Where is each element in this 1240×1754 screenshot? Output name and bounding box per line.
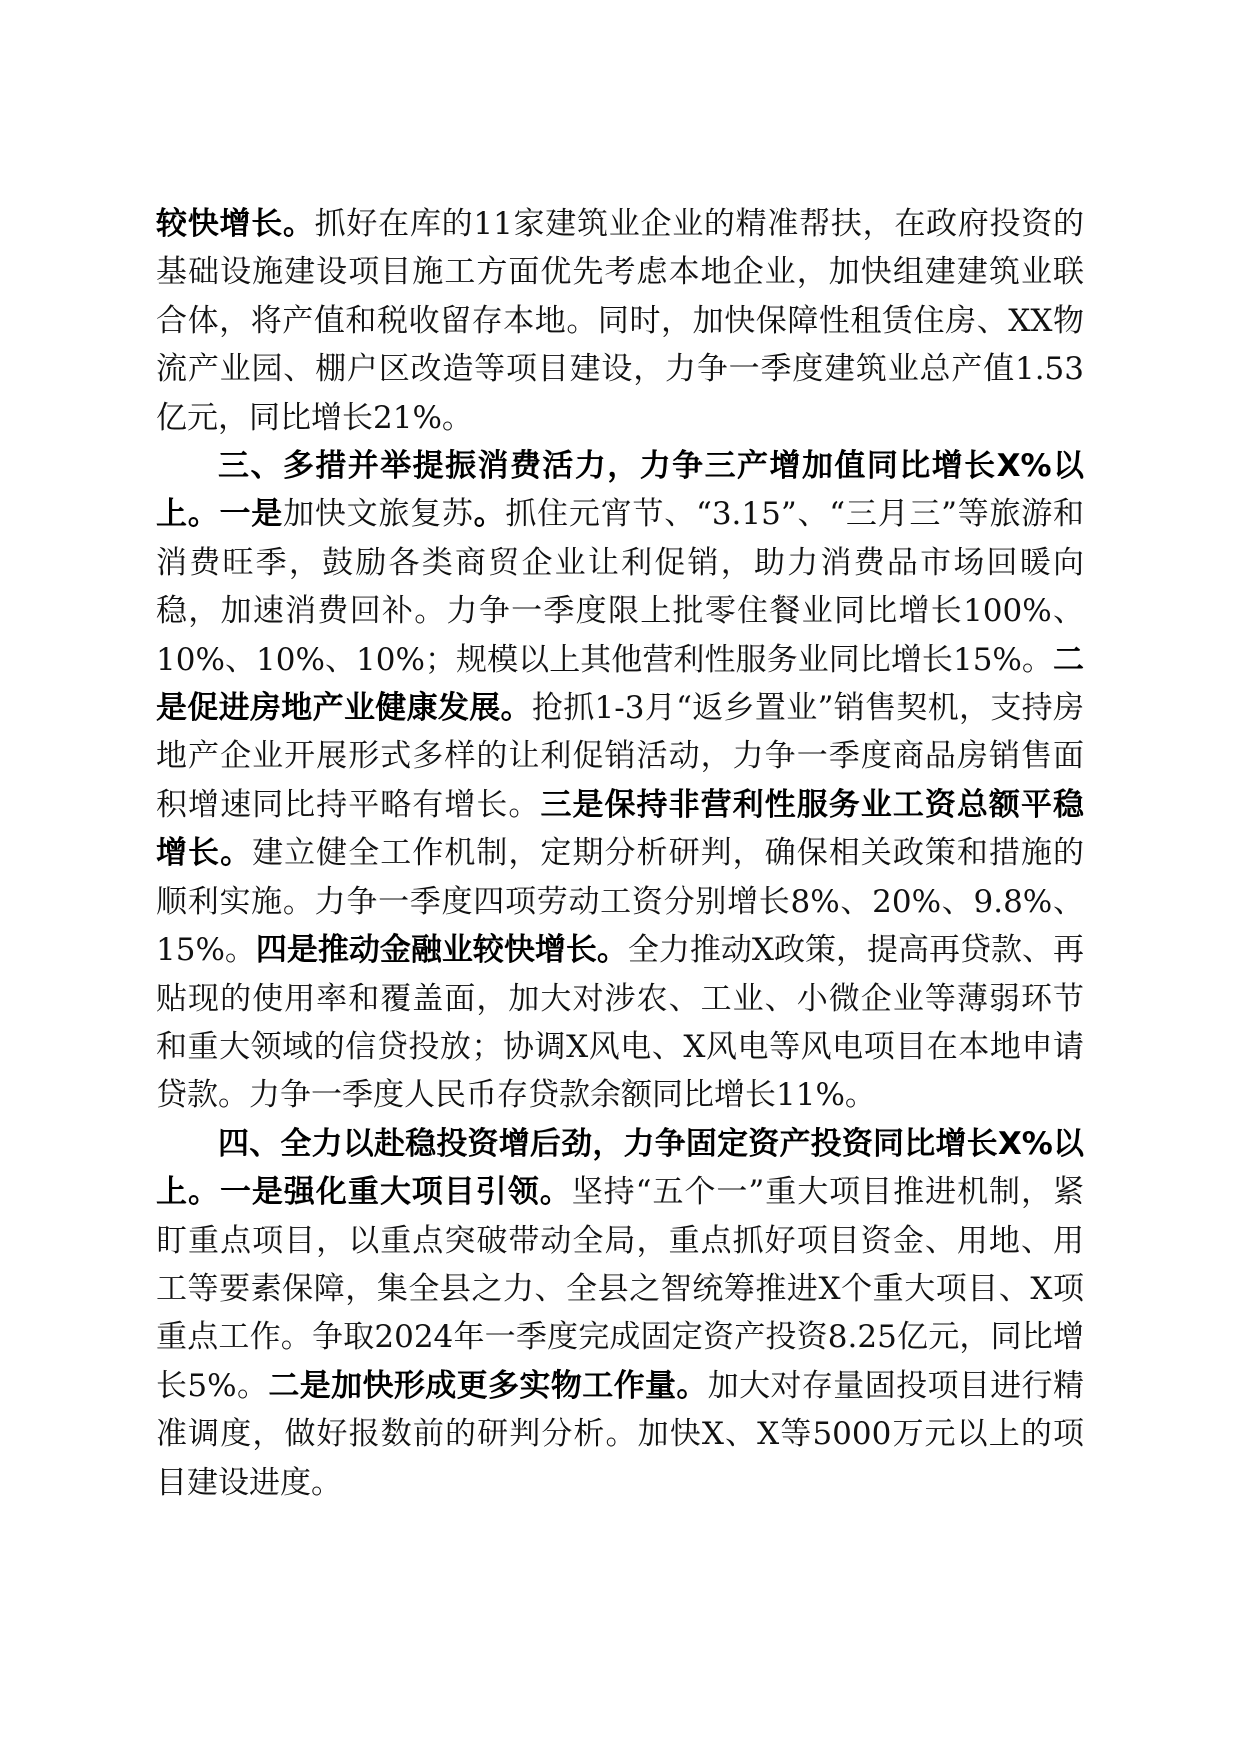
document-body: [156, 200, 1084, 1507]
paragraph-construction-growth: [156, 200, 1084, 442]
body-text: 建立健全工作机制，定期分析研判，确保相关政策和措施的顺利实施。力争一季度四项劳动工资分别增长8%、20%、9.8%、15%。: [156, 835, 1084, 969]
body-text: 加快文旅复苏: [283, 496, 474, 533]
bold-punctuation: 。: [473, 496, 506, 533]
section-heading: 四、全力以赴稳投资增后劲，力争固定资产投资同比增长X%以上。: [156, 1125, 1084, 1211]
body-text: 抓好在库的11家建筑业企业的精准帮扶，在政府投资的基础设施建设项目施工方面优先考虑本地企业，加快组建建筑业联合体，将产值和税收留存本地。同时，加快保障性租赁住房、XX物流产业园、棚户区改造等项目建设，力争一季度建筑业总产值1.53亿元，同比增长21%。: [156, 206, 1084, 436]
bold-lead-text: 一是: [219, 496, 284, 533]
body-text: 坚持“五个一”重大项目推进机制，紧盯重点项目，以重点突破带动全局，重点抓好项目资金、用地、用工等要素保障，集全县之力、全县之智统筹推进X个重大项目、X项重点工作。争取2024年一季度完成固定资产投资8.25亿元，同比增长5%。: [156, 1174, 1084, 1404]
bold-lead-text: 二是加快形成更多实物工作量。: [268, 1367, 708, 1404]
body-text: 全力推动X政策，提高再贷款、再贴现的使用率和覆盖面，加大对涉农、工业、小微企业等薄弱环节和重大领域的信贷投放；协调X风电、X风电等风电项目在本地申请贷款。力争一季度人民币存贷款余额同比增长11%。: [156, 932, 1084, 1114]
bold-lead-text: 较快增长。: [156, 206, 315, 242]
section-heading: 三、多措并举提振消费活力，力争三产增加值同比增长X%以上。: [156, 448, 1084, 533]
bold-lead-text: 四是推动金融业较快增长。: [255, 932, 628, 969]
bold-lead-text: 三是保持非营利性服务业工资总额平稳增长。: [156, 786, 1085, 872]
paragraph-section-three-consumption: [156, 442, 1084, 1120]
body-text: 抓住元宵节、“3.15”、“三月三”等旅游和消费旺季，鼓励各类商贸企业让利促销，助力消费品市场回暖向稳，加速消费回补。力争一季度限上批零住餐业同比增长100%、10%、10%、10%；规模以上其他营利性服务业同比增长15%。: [156, 496, 1085, 678]
body-text: 抢抓1-3月“返乡置业”销售契机，支持房地产企业开展形式多样的让利促销活动，力争一季度商品房销售面积增速同比持平略有增长。: [156, 690, 1085, 823]
body-text: 加大对存量固投项目进行精准调度，做好报数前的研判分析。加快X、X等5000万元以上的项目建设进度。: [156, 1367, 1084, 1501]
paragraph-section-four-investment: [156, 1120, 1084, 1507]
bold-lead-text: 一是强化重大项目引领。: [219, 1174, 572, 1211]
bold-lead-text: 二是促进房地产业健康发展。: [156, 641, 1084, 727]
